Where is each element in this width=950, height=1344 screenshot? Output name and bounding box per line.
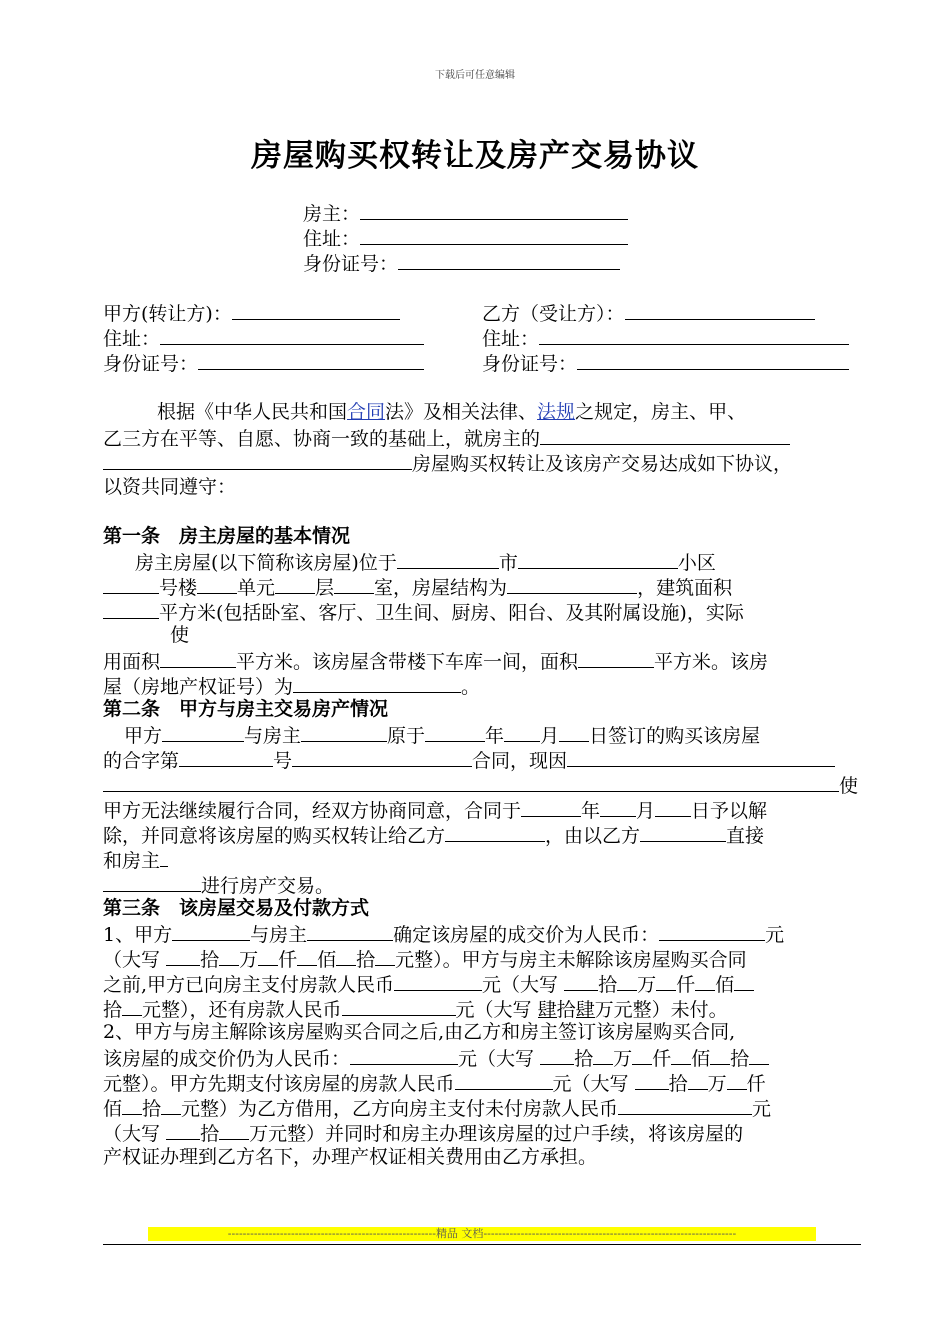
- art3-text: 佰: [317, 949, 337, 971]
- art3-text: 拾: [574, 1048, 594, 1070]
- art1-text: 平方米。该房屋含带楼下车库一间，面积: [236, 651, 579, 673]
- footer-banner: [148, 1227, 816, 1241]
- blank[interactable]: [671, 1045, 691, 1065]
- article-1-heading: 第一条 房主房屋的基本情况: [103, 525, 351, 547]
- art1-text: 小区: [677, 552, 716, 574]
- party-b-address-blank[interactable]: [539, 325, 849, 345]
- floor-blank[interactable]: [275, 574, 315, 594]
- art3-text: （大写: [103, 1123, 161, 1145]
- document-title: 房屋购买权转让及房产交易协议: [251, 138, 699, 174]
- art3-text: 确定该房屋的成交价为人民币：: [393, 924, 660, 946]
- party-a-id-label: 身份证号：: [103, 353, 199, 375]
- footer-label: 精品 文档: [435, 1227, 484, 1240]
- contract-law-link[interactable]: 合同: [347, 401, 386, 423]
- owner-address-line: [303, 225, 628, 252]
- art3-text: 元（大写: [552, 1073, 629, 1095]
- party-b-id-line: [482, 350, 849, 377]
- art3-line-5: 2、甲方与房主解除该房屋购买合同之后,由乙方和房主签订该房屋购买合同,: [103, 1021, 736, 1043]
- art3-text: 万元整）并同时和房主办理该房屋的过户手续，将该房屋的: [249, 1123, 744, 1145]
- blank[interactable]: [617, 971, 637, 991]
- blank[interactable]: [564, 971, 598, 991]
- prepaid-amount-blank[interactable]: [455, 1070, 553, 1090]
- owner-id-label: 身份证号：: [303, 253, 399, 275]
- art3-text: 肆: [537, 999, 557, 1021]
- art3-text: 仟: [746, 1073, 766, 1095]
- preamble-text: 法》及相关法律、: [385, 401, 538, 423]
- party-b-label: 乙方（受让方）：: [482, 303, 625, 325]
- art3-text: 元（大写: [482, 974, 559, 996]
- blank[interactable]: [688, 1070, 708, 1090]
- art1-text: 房主房屋(以下简称该房屋)位于: [135, 552, 397, 574]
- party-a-line: [103, 300, 400, 327]
- blank[interactable]: [297, 946, 317, 966]
- party-a-address-label: 住址：: [103, 328, 161, 350]
- footer-rule: [103, 1244, 861, 1245]
- preamble-text: 房屋购买权转让及该房产交易达成如下协议，: [412, 453, 793, 475]
- art3-text: 万: [239, 949, 259, 971]
- art3-text: 元（大写: [458, 1048, 535, 1070]
- owner-label: 房主：: [303, 203, 361, 225]
- owner-address-blank[interactable]: [360, 225, 628, 245]
- owner-name-blank[interactable]: [301, 722, 387, 742]
- footer-dashes-left: --------------------------------------------------------: [227, 1227, 436, 1240]
- party-a-id-line: [103, 350, 424, 377]
- blank[interactable]: [635, 1070, 669, 1090]
- art3-line-10: 产权证办理到乙方名下，办理产权证相关费用由乙方承担。: [103, 1146, 598, 1168]
- day-blank[interactable]: [559, 722, 589, 742]
- amount-four-a[interactable]: [537, 998, 557, 1021]
- art3-text: 该房屋的成交价仍为人民币：: [103, 1048, 351, 1070]
- art2-line-5: [103, 822, 764, 849]
- building-area-blank[interactable]: [103, 599, 159, 619]
- art3-text: 元整），还有房款人民币: [142, 999, 342, 1021]
- art1-text: 单元: [237, 577, 276, 599]
- art2-text: 月: [540, 725, 560, 747]
- preamble-line-1: [157, 400, 746, 425]
- art2-text: 号: [273, 750, 293, 772]
- art3-text: 万: [613, 1048, 633, 1070]
- certificate-number-blank[interactable]: [293, 673, 461, 693]
- blank[interactable]: [540, 1045, 574, 1065]
- art3-text: 万: [707, 1073, 727, 1095]
- blank[interactable]: [593, 1045, 613, 1065]
- amount-four-b[interactable]: [575, 998, 595, 1021]
- contract-number-blank[interactable]: [292, 747, 472, 767]
- art3-text: 元: [765, 924, 785, 946]
- art3-line-1: [103, 921, 784, 948]
- art3-line-3: [103, 971, 754, 998]
- party-b-id-label: 身份证号：: [482, 353, 578, 375]
- unit-blank[interactable]: [197, 574, 237, 594]
- art3-text: 拾: [730, 1048, 750, 1070]
- art1-text: ，建筑面积: [637, 577, 733, 599]
- art3-line-6: [103, 1045, 769, 1072]
- art3-text: 元: [752, 1098, 772, 1120]
- art2-line-4: [103, 797, 767, 824]
- art1-text: 号楼: [159, 577, 198, 599]
- art3-line-2: [103, 946, 747, 973]
- garage-area-blank[interactable]: [578, 648, 654, 668]
- owner-name-blank-2[interactable]: [160, 847, 168, 867]
- party-b-name-blank[interactable]: [445, 822, 545, 842]
- article-3-heading: 第三条 该房屋交易及付款方式: [103, 897, 370, 919]
- art3-text: 仟: [652, 1048, 672, 1070]
- usable-area-blank[interactable]: [160, 648, 236, 668]
- preamble-line-3: [103, 450, 792, 477]
- art1-text: 市: [498, 552, 518, 574]
- art3-line-9: [103, 1120, 743, 1147]
- blank[interactable]: [727, 1070, 747, 1090]
- room-blank[interactable]: [334, 574, 374, 594]
- party-b-blank[interactable]: [625, 300, 815, 320]
- art3-text: 拾: [200, 1123, 220, 1145]
- blank[interactable]: [336, 946, 356, 966]
- party-a-address-blank[interactable]: [160, 325, 424, 345]
- art2-text: 甲方: [124, 725, 163, 747]
- art1-text: 室，房屋结构为: [374, 577, 508, 599]
- party-b-address-label: 住址：: [482, 328, 540, 350]
- owner-id-line: [303, 250, 620, 277]
- art1-line-3: [103, 599, 744, 626]
- party-a-name-blank-3[interactable]: [172, 921, 250, 941]
- blank[interactable]: [656, 971, 676, 991]
- owner-id-blank[interactable]: [398, 250, 620, 270]
- owner-line: [303, 200, 628, 227]
- art3-text: 拾: [142, 1098, 162, 1120]
- art3-text: 肆: [575, 999, 595, 1021]
- art3-text: 拾: [556, 999, 576, 1021]
- paid-amount-blank[interactable]: [394, 971, 482, 991]
- building-blank[interactable]: [103, 574, 159, 594]
- reason-blank-2[interactable]: [103, 772, 839, 792]
- preamble-text: 之规定，房主、甲、: [575, 401, 747, 423]
- art1-line-3b: 使: [170, 624, 190, 646]
- art2-text: 直接: [726, 825, 765, 847]
- art3-text: 元整）为乙方借用，乙方向房主支付未付房款人民币: [181, 1098, 619, 1120]
- blank[interactable]: [161, 1095, 181, 1115]
- termination-day-blank[interactable]: [655, 797, 691, 817]
- art2-text: 和房主: [103, 850, 161, 872]
- blank[interactable]: [695, 971, 715, 991]
- art3-text: （大写: [103, 949, 161, 971]
- art2-line-2: [103, 747, 835, 774]
- art2-line-1: [124, 722, 760, 749]
- party-b-name-blank-2[interactable]: [640, 822, 726, 842]
- art3-text: 万元整）未付。: [594, 999, 728, 1021]
- article-2-heading: 第二条 甲方与房主交易房产情况: [103, 698, 389, 720]
- art3-text: 佰: [103, 1098, 123, 1120]
- art3-text: 拾: [668, 1073, 688, 1095]
- blank[interactable]: [122, 996, 142, 1016]
- owner-property-blank[interactable]: [540, 425, 790, 445]
- art3-line-4: [103, 996, 728, 1023]
- art1-text: 。: [461, 676, 481, 698]
- art3-text: 拾: [356, 949, 376, 971]
- termination-year-blank[interactable]: [521, 797, 581, 817]
- unpaid-amount-blank[interactable]: [618, 1095, 752, 1115]
- art1-line-1: [135, 549, 716, 576]
- party-a-id-blank[interactable]: [198, 350, 424, 370]
- art2-line-7: [103, 872, 334, 899]
- blank[interactable]: [122, 1095, 142, 1115]
- remaining-amount-blank[interactable]: [342, 996, 456, 1016]
- art1-text: 屋（房地产权证号）为: [103, 676, 294, 698]
- art3-text: 拾: [200, 949, 220, 971]
- regulations-link[interactable]: 法规: [537, 401, 576, 423]
- city-blank[interactable]: [397, 549, 499, 569]
- contract-prefix-blank[interactable]: [179, 747, 273, 767]
- preamble-text: 乙三方在平等、自愿、协商一致的基础上，就房主的: [103, 428, 541, 450]
- art2-text: 使: [839, 775, 859, 797]
- art3-text: 元（大写: [455, 999, 532, 1021]
- blank[interactable]: [749, 1045, 769, 1065]
- art3-text: 仟: [676, 974, 696, 996]
- art3-text: 佰: [691, 1048, 711, 1070]
- price-blank-2[interactable]: [350, 1045, 458, 1065]
- art3-text: 元整）。甲方与房主未解除该房屋购买合同: [395, 949, 747, 971]
- art2-text: 年: [581, 800, 601, 822]
- art2-line-3: [103, 772, 858, 799]
- party-b-id-blank[interactable]: [577, 350, 849, 370]
- blank[interactable]: [219, 1120, 249, 1140]
- art3-text: 元整）。甲方先期支付该房屋的房款人民币: [103, 1073, 455, 1095]
- art3-line-8: [103, 1095, 771, 1122]
- reason-blank[interactable]: [567, 747, 835, 767]
- header-note: 下载后可任意编辑: [435, 70, 515, 81]
- blank[interactable]: [219, 946, 239, 966]
- art2-text: 进行房产交易。: [201, 875, 335, 897]
- community-blank[interactable]: [518, 549, 678, 569]
- art2-text: 月: [636, 800, 656, 822]
- art1-text: 平方米(包括卧室、客厅、卫生间、厨房、阳台、及其附属设施)，实际: [159, 602, 744, 624]
- art2-text: 的合字第: [103, 750, 180, 772]
- party-a-blank[interactable]: [232, 300, 400, 320]
- owner-blank[interactable]: [360, 200, 628, 220]
- footer-dashes-right: --------------------------------------------------------------------: [483, 1227, 737, 1240]
- art3-text: 与房主: [250, 924, 308, 946]
- art1-text: 平方米。该房: [654, 651, 769, 673]
- art1-line-5: [103, 673, 480, 700]
- art2-text: 日予以解: [691, 800, 768, 822]
- art2-text: 原于: [387, 725, 426, 747]
- party-b-line: [482, 300, 815, 327]
- art1-line-2: [103, 574, 732, 601]
- art3-text: 佰: [715, 974, 735, 996]
- price-blank[interactable]: [659, 921, 765, 941]
- art3-text: 拾: [103, 999, 123, 1021]
- art3-text: 万: [637, 974, 657, 996]
- party-b-address-line: [482, 325, 849, 352]
- blank[interactable]: [258, 946, 278, 966]
- art3-text: 仟: [278, 949, 298, 971]
- art2-text: 除，并同意将该房屋的购买权转让给乙方: [103, 825, 446, 847]
- art2-text: 日签订的购买该房屋: [589, 725, 761, 747]
- year-blank[interactable]: [425, 722, 485, 742]
- owner-name-blank-3[interactable]: [103, 872, 201, 892]
- blank[interactable]: [734, 971, 754, 991]
- preamble-line-4: 以资共同遵守：: [103, 476, 237, 498]
- blank[interactable]: [166, 946, 200, 966]
- art3-text: 之前,甲方已向房主支付房款人民币: [103, 974, 395, 996]
- art2-text: 甲方无法继续履行合同，经双方协商同意，合同于: [103, 800, 522, 822]
- blank[interactable]: [375, 946, 395, 966]
- blank[interactable]: [632, 1045, 652, 1065]
- art1-line-4: [103, 648, 768, 675]
- art3-line-7: [103, 1070, 766, 1097]
- art3-text: 拾: [598, 974, 618, 996]
- art1-text: 层: [315, 577, 335, 599]
- blank[interactable]: [710, 1045, 730, 1065]
- art2-text: 合同，现因: [472, 750, 568, 772]
- party-a-label: 甲方(转让方)：: [103, 303, 232, 325]
- art2-text: 与房主: [244, 725, 302, 747]
- owner-name-blank-4[interactable]: [307, 921, 393, 941]
- art2-text: ，由以乙方: [545, 825, 641, 847]
- party-a-address-line: [103, 325, 424, 352]
- blank[interactable]: [166, 1120, 200, 1140]
- owner-property-blank-2[interactable]: [103, 450, 412, 470]
- owner-address-label: 住址：: [303, 228, 361, 250]
- art2-line-6: [103, 847, 168, 874]
- art1-text: 用面积: [103, 651, 161, 673]
- preamble-line-2: [103, 425, 790, 452]
- termination-month-blank[interactable]: [600, 797, 636, 817]
- preamble-text: 根据《中华人民共和国: [157, 401, 348, 423]
- structure-blank[interactable]: [507, 574, 637, 594]
- art3-text: 1、甲方: [103, 924, 173, 946]
- month-blank[interactable]: [504, 722, 540, 742]
- party-a-name-blank[interactable]: [162, 722, 244, 742]
- art2-text: 年: [485, 725, 505, 747]
